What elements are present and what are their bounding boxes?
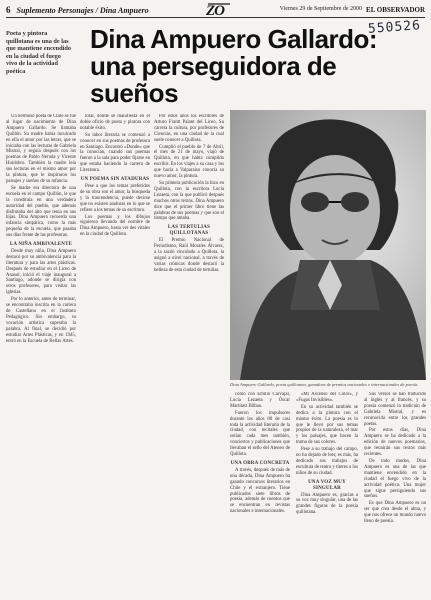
body-paragraph: Por estos años los escritores de Arturo Frantt Palant del Liceo, Su carrera la cultura, por profesores de Ciencias, en una ciudad de la cual suele conocer a Quillota. — [154, 114, 224, 143]
portrait-photo — [230, 110, 426, 380]
body-paragraph: Se madre era directora de una escuela en el campo Quillón, le que la constituía en una verdadera autoridad del pueblo, que además disfrutaba del alto que tenía en sus hijas. Dina Ampuero recuerda una infancia simpática, como la más pequeña de la escuela, que pasaba sus días frente de las profesoras. — [6, 185, 76, 239]
body-paragraph: Fueron los impulsores durante los años 80 de casi toda la actividad literaria de la ciudad, con recitales que solían cada mes también, conciertos y publicaciones que llevaban el sello del Ateneo de Quillota. — [230, 410, 290, 458]
page-number: 6 — [6, 5, 11, 15]
body-paragraph: Su primera publicación la hizo en Quillota, con la escritora Lucía Lezaeta, con la que publicó después muchos otros textos. Dina Ampuero dice que el primer libro tiene las palabras de sus poemas y que son el tiempo que amaba. — [154, 180, 224, 222]
body-paragraph: Desde muy niña, Dina Ampuero destacó por su ambivalencia para la literatura y para las artes plásticas. Después de estudiar en el Liceo de Anasol, inició el viaje inaugural a Santiago, adonde se dirigía con otros profesores, para visitar las iglesias. — [6, 248, 76, 296]
section-subheading: UNA VOZ MUY SINGULAR — [308, 479, 346, 491]
body-paragraph: Pese a su trabajo del campo, no ha dejado de leer, es más, ha dedicado sus trabajos de escultura de teatro y títeres a los niños de su ciudad. — [296, 447, 358, 476]
body-paragraph: El Premio Nacional de Periodismo, Raúl Morales Álvarez, a la sazón vinculado a Quillota, la asignó a nivel nacional, a través de varias crónicas donde destacó la belleza de esta ciudad de tertulias. — [154, 238, 224, 273]
page-header — [6, 3, 425, 18]
lead-text: Poeta y pintora quillotana es una de las que mantiene encendido en la ciudad el fuego vivo de la actividad poética — [6, 30, 72, 75]
section-subheading: LAS TERTULIAS QUILLOTANAS — [167, 225, 211, 237]
body-paragraph: A través, después de más de una década, Dina Ampuero ha ganado concursos literarios en Chile y el extranjero. Tiene publicados siete libros de poesía, además de cuentos que se encuentran en revistas nacionales e internacionales. — [230, 467, 290, 515]
column-4 — [230, 392, 290, 592]
column-3 — [154, 114, 224, 594]
article-title: Dina Ampuero Gallardo: una perseguidora de sueños — [90, 24, 378, 108]
body-paragraph: En su actividad también se dedica a la pintura con el mismo éxito. La poesía es lo que le llevó por sus temas propios de la naturaleza, el mar y los paisajes, que hacen la trama de sus colores. — [296, 404, 358, 446]
body-paragraph: De todo modos, Dina Ampuero es una de las que mantiene encendido en la ciudad el fuego vivo de la actividad poética. Una mujer que sigue persiguiendo sus sueños. — [364, 458, 426, 500]
logo-mark-icon — [206, 2, 232, 18]
clipping-id: 550526 — [367, 18, 422, 37]
body-paragraph: Cumplió el pueblo de 7 de Abril, el mes de 21 de mayo, viajó de Quillota, en que había cumplido escribir. En los viajes a su casa y los que hacía a Valparaíso conocía su nuevo amor, la pintura. — [154, 144, 224, 180]
body-paragraph: Un hermoso poeta de Chile se fue al lugar de nacimiento de Dina Ampuero Gallardo. Se llamaba Quillón. Su madre había inculcado en ella el amor por las letras, que se iniciaba con las lecturas de Gabriela Mistral, y seguía después con los poemas de Pablo Neruda y Vicente Huidobro. También la madre leía sus lecturas en el mismo amor por la pintura, que le inspiraron los paisajes y sueños de su infancia. — [6, 114, 76, 184]
body-paragraph: Es que Dina Ampuero es un ser que crea desde el alma, y que nos ofrece un mundo nuevo lleno de poesía. — [364, 501, 426, 525]
section-subheading: UNA OBRA CONCRETA — [230, 460, 290, 466]
body-paragraph: Sus versos se han traducido al inglés y al francés, y su poesía comenzó la tradición de Gabriela Mistral, y es reconocida entre los grandes poetas. — [364, 392, 426, 427]
body-paragraph: Pese a que los temas preferidos de su obra son el amor, la búsqueda y la trascendencia, puede decirse que no existen ataduras en lo que se refiere a los temas de su escritura. — [80, 183, 150, 213]
body-paragraph: Por estos días, Dina Ampuero se ha dedicado a la edición de nuevos poemarios, que reunirán sus textos más recientes. — [364, 428, 426, 458]
body-paragraph: Su labor literaria se comenzó a conocer en sus poemas de profesora en Santiago. Encontró «Donde» que la conocían, cuando sus poemas fueron a la sala para poder fijarse en que estaba haciendo la carrera de Literatura. — [80, 132, 150, 174]
portrait-image — [230, 110, 426, 380]
issue-date: Viernes 29 de Septiembre de 2000 — [279, 6, 363, 12]
svg-text:ZO: ZO — [206, 3, 224, 18]
column-2 — [80, 114, 150, 594]
body-paragraph: total, donde se manifiesta en el doble oficio de poeta y pintora con notable éxito. — [80, 114, 150, 131]
section-subheading: UN POEMA SIN ATADURAS — [80, 177, 150, 183]
newspaper-name: EL OBSERVADOR — [366, 6, 425, 14]
body-paragraph: Los poemas y los dibujos siguieron llevando del nombre de Dina Ampuero, hasta ver des vitales en la ciudad de Quillota. — [80, 214, 150, 238]
column-6 — [364, 392, 426, 592]
body-paragraph: Dina Ampuero es, gracias a su voz muy singular, una de las grandes figuras de la poesía quillotana. — [296, 492, 358, 516]
column-5 — [296, 392, 358, 592]
body-paragraph: Por lo anterior, antes de terminar, se encontraba inscrita en la carrera de Castellano en el Instituto Pedagógico. Sin embargo, su vocación artística superaba la palabra. Al final, se decidió por estudiar Artes Plásticas, y en 1945, entró en la Escuela de Bellas Artes. — [6, 297, 76, 344]
newspaper-logo — [206, 2, 232, 22]
section-title: Suplemento Personajes / Dina Ampuero — [16, 5, 149, 15]
column-1 — [6, 114, 76, 594]
body-paragraph: como con Emilio Carvajal, Lucía Lezaeta y Óscar Martínez Bilbao. — [230, 392, 290, 409]
photo-caption: Dina Ampuero Gallardo, poeta quillotana, ganadora de premios nacionales e internacionales de poesía. — [230, 382, 419, 387]
body-paragraph: «Mi Ascenso del Color», y «Fugas Invisibles». — [296, 392, 358, 403]
section-subheading: LA NIÑA AMBIVALENTE — [9, 242, 73, 248]
